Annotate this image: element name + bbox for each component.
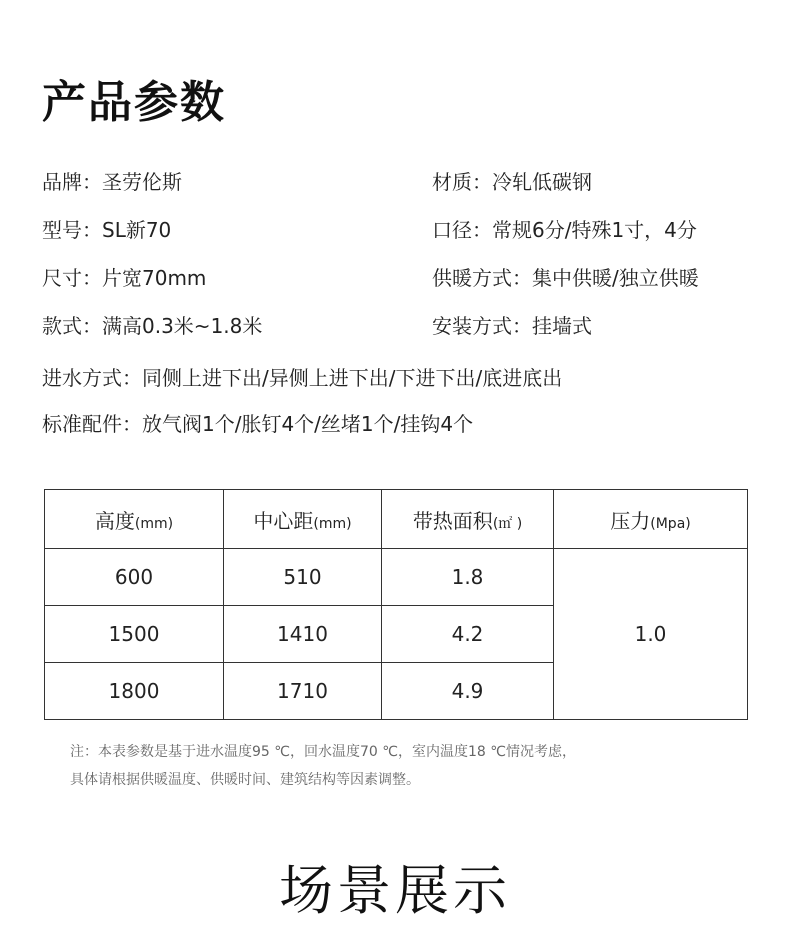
note-line-1: 注：本表参数是基于进水温度95 ℃，回水温度70 ℃，室内温度18 ℃情况考虑， bbox=[70, 744, 576, 760]
spec-accessories: 标准配件：放气阀1个/胀钉4个/丝堵1个/挂钩4个 bbox=[42, 412, 474, 436]
spec-install: 安装方式：挂墙式 bbox=[432, 314, 592, 338]
header-height: 高度(mm) bbox=[45, 490, 224, 549]
cell-heating-area: 4.2 bbox=[382, 606, 554, 663]
cell-center-distance: 1410 bbox=[224, 606, 382, 663]
cell-center-distance: 510 bbox=[224, 549, 382, 606]
spec-model: 型号：SL新70 bbox=[42, 218, 172, 242]
header-heating-area: 带热面积(㎡ ) bbox=[382, 490, 554, 549]
cell-center-distance: 1710 bbox=[224, 663, 382, 720]
spec-water-inlet: 进水方式：同侧上进下出/异侧上进下出/下进下出/底进底出 bbox=[42, 366, 563, 390]
params-table bbox=[44, 489, 748, 720]
section-title: 场景展示 bbox=[279, 859, 511, 922]
cell-heating-area: 1.8 bbox=[382, 549, 554, 606]
cell-pressure: 1.0 bbox=[554, 549, 748, 720]
cell-height: 1800 bbox=[45, 663, 224, 720]
spec-heating: 供暖方式：集中供暖/独立供暖 bbox=[432, 266, 699, 290]
spec-style: 款式：满高0.3米~1.8米 bbox=[42, 314, 263, 338]
spec-brand: 品牌：圣劳伦斯 bbox=[42, 170, 182, 194]
spec-material: 材质：冷轧低碳钢 bbox=[432, 170, 592, 194]
table-row bbox=[45, 549, 748, 606]
table-note bbox=[70, 738, 576, 794]
page-title: 产品参数 bbox=[42, 77, 226, 128]
note-line-2: 具体请根据供暖温度、供暖时间、建筑结构等因素调整。 bbox=[70, 772, 420, 788]
cell-heating-area: 4.9 bbox=[382, 663, 554, 720]
header-pressure: 压力(Mpa) bbox=[554, 490, 748, 549]
table-header-row bbox=[45, 490, 748, 549]
header-center-distance: 中心距(mm) bbox=[224, 490, 382, 549]
cell-height: 1500 bbox=[45, 606, 224, 663]
cell-height: 600 bbox=[45, 549, 224, 606]
spec-size: 尺寸：片宽70mm bbox=[42, 266, 207, 290]
spec-caliber: 口径：常规6分/特殊1寸，4分 bbox=[432, 218, 697, 242]
